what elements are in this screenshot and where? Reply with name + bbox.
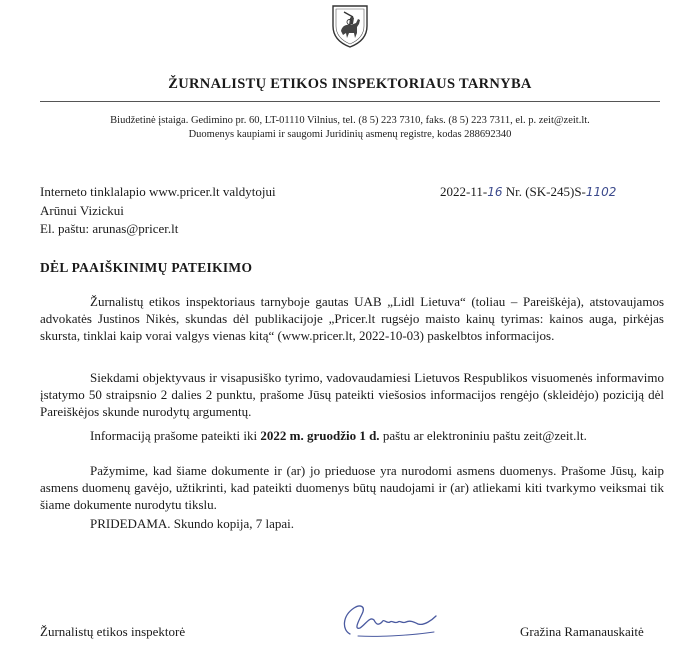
header-divider <box>40 101 660 102</box>
letter-subject: DĖL PAAIŠKINIMŲ PATEIKIMO <box>40 260 253 275</box>
reference-date-day: 16 <box>487 185 503 199</box>
deadline-text-before: Informaciją prašome pateikti iki <box>90 428 261 443</box>
addressee-line-2: Arūnui Vizickui <box>40 203 124 218</box>
signatory-name: Gražina Ramanauskaitė <box>520 624 644 639</box>
organization-name: ŽURNALISTŲ ETIKOS INSPEKTORIAUS TARNYBA <box>168 76 532 92</box>
contact-line-1: Biudžetinė įstaiga. Gedimino pr. 60, LT-01110 Vilnius, tel. (8 5) 223 7310, faks. (8 5) 223 7311, el. p. zeit@zeit.lt. <box>110 115 590 126</box>
signatory-role: Žurnalistų etikos inspektorė <box>40 624 186 639</box>
deadline-date: 2022 m. gruodžio 1 d. <box>260 428 380 443</box>
paragraph-request: Siekdami objektyvaus ir visapusiško tyrimo, vadovaudamiesi Lietuvos Respublikos visuomenės informavimo įstatymo 50 straipsnio 2 dalies 2 punktu, prašome Jūsų pateikti viešosios informacijos rengėjo (skleidėjo) poziciją dėl Pareiškėjos skunde nurodytų argumentų. <box>40 370 664 419</box>
lithuanian-coat-of-arms-icon <box>330 4 370 48</box>
reference-number-prefix: Nr. (SK-245)S- <box>502 184 586 199</box>
reference-date-prefix: 2022-11- <box>440 184 488 199</box>
paragraph-attachment: PRIDEDAMA. Skundo kopija, 7 lapai. <box>90 516 295 531</box>
contact-line-2: Duomenys kaupiami ir saugomi Juridinių asmenų registre, kodas 288692340 <box>188 129 512 140</box>
document-reference <box>440 184 616 200</box>
addressee-line-3: El. paštu: arunas@pricer.lt <box>40 221 179 236</box>
handwritten-signature <box>336 590 452 642</box>
addressee-line-1: Interneto tinklalapio www.pricer.lt valdytojui <box>40 184 276 199</box>
paragraph-personal-data: Pažymime, kad šiame dokumente ir (ar) jo prieduose yra nurodomi asmens duomenys. Prašome Jūsų, kaip asmens duomenų gavėjo, užtikrinti, kad pateikti duomenys būtų naudojami ir (ar) atliekami kiti tvarkymo veiksmai tik šiame dokumente nurodytu tikslu. <box>40 463 664 512</box>
paragraph-deadline <box>40 427 664 444</box>
paragraph-complaint: Žurnalistų etikos inspektoriaus tarnyboje gautas UAB „Lidl Lietuva“ (toliau – Pareiškėja), atstovaujamos advokatės Justinos Nikės, skundas dėl publikacijoje „Pricer.lt rugsėjo maisto kainų tyrimas: kainos auga, pirkėjas skursta, tinklai kaip vorai valgys vienas kitą“ (www.pricer.lt, 2022-10-03) paskelbtos informacijos. <box>40 294 664 343</box>
deadline-text-after: paštu ar elektroniniu paštu zeit@zeit.lt. <box>379 428 587 443</box>
reference-number: 1102 <box>585 185 617 199</box>
